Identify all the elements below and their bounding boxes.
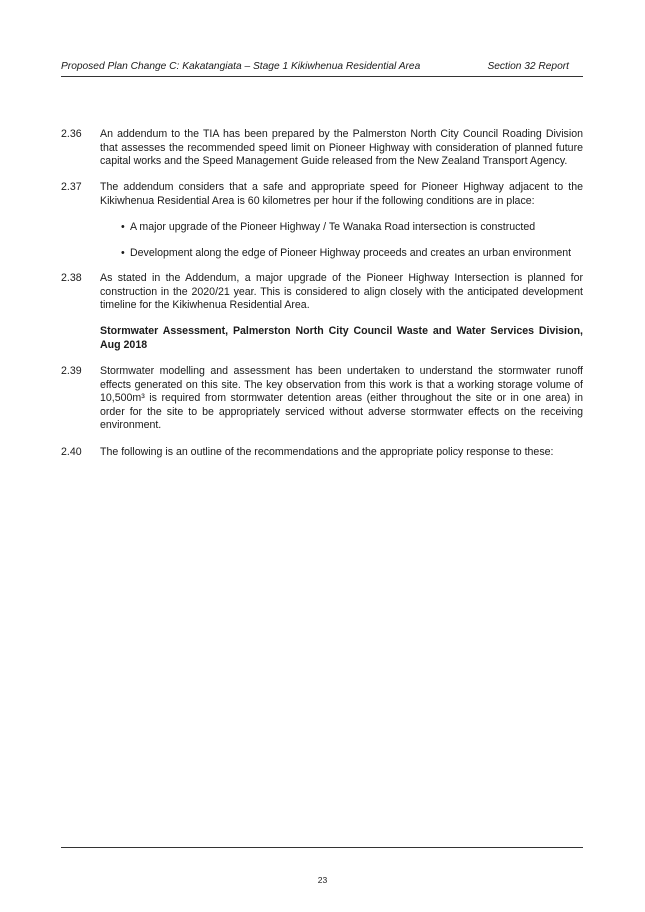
- header-section-title: Section 32 Report: [487, 61, 569, 72]
- paragraph-text: As stated in the Addendum, a major upgrade of the Pioneer Highway Intersection is planned for construction in the 2020/21 year. This is considered to align closely with the anticipated development timeline for the Kikiwhenua Residential Area.: [100, 272, 583, 311]
- paragraph-2-39: [61, 365, 583, 433]
- paragraph-text: An addendum to the TIA has been prepared by the Palmerston North City Council Roading Division that assesses the recommended speed limit on Pioneer Highway with consideration of planned future capital works and the Speed Management Guide released from the New Zealand Transport Agency.: [100, 128, 583, 167]
- paragraph-number: 2.36: [61, 128, 82, 140]
- footer-divider: [61, 847, 583, 848]
- bullet-item: [121, 221, 590, 235]
- header-document-title: Proposed Plan Change C: Kakatangiata – Stage 1 Kikiwhenua Residential Area: [61, 61, 421, 72]
- paragraph-2-40: [61, 446, 583, 460]
- paragraph-2-36: [61, 128, 583, 169]
- bullet-item: [121, 247, 590, 261]
- page-header: [61, 61, 583, 77]
- paragraph-text: The following is an outline of the recommendations and the appropriate policy response to these:: [100, 446, 554, 458]
- paragraph-number: 2.38: [61, 272, 82, 284]
- paragraph-number: 2.39: [61, 365, 82, 377]
- bullet-icon: •: [121, 221, 125, 233]
- paragraph-2-37: [61, 181, 583, 208]
- bullet-icon: •: [121, 247, 125, 259]
- section-subheading: Stormwater Assessment, Palmerston North City Council Waste and Water Services Division, Aug 2018: [100, 325, 583, 351]
- paragraph-number: 2.40: [61, 446, 82, 458]
- bullet-text: A major upgrade of the Pioneer Highway / Te Wanaka Road intersection is constructed: [130, 221, 536, 233]
- paragraph-2-38: [61, 272, 583, 313]
- bullet-text: Development along the edge of Pioneer Highway proceeds and creates an urban environment: [130, 247, 572, 259]
- page-number: 23: [317, 875, 328, 885]
- paragraph-text: The addendum considers that a safe and appropriate speed for Pioneer Highway adjacent to the Kikiwhenua Residential Area is 60 kilometres per hour if the following conditions are in place:: [100, 181, 583, 207]
- paragraph-number: 2.37: [61, 181, 82, 193]
- paragraph-text: Stormwater modelling and assessment has been undertaken to understand the stormwater runoff effects generated on this site. The key observation from this work is that a working storage volume of 10,500m³ is required from stormwater detention areas (either throughout the site or in one area) in order for the site to be appropriately serviced without adverse stormwater effects on the receiving environment.: [100, 365, 583, 431]
